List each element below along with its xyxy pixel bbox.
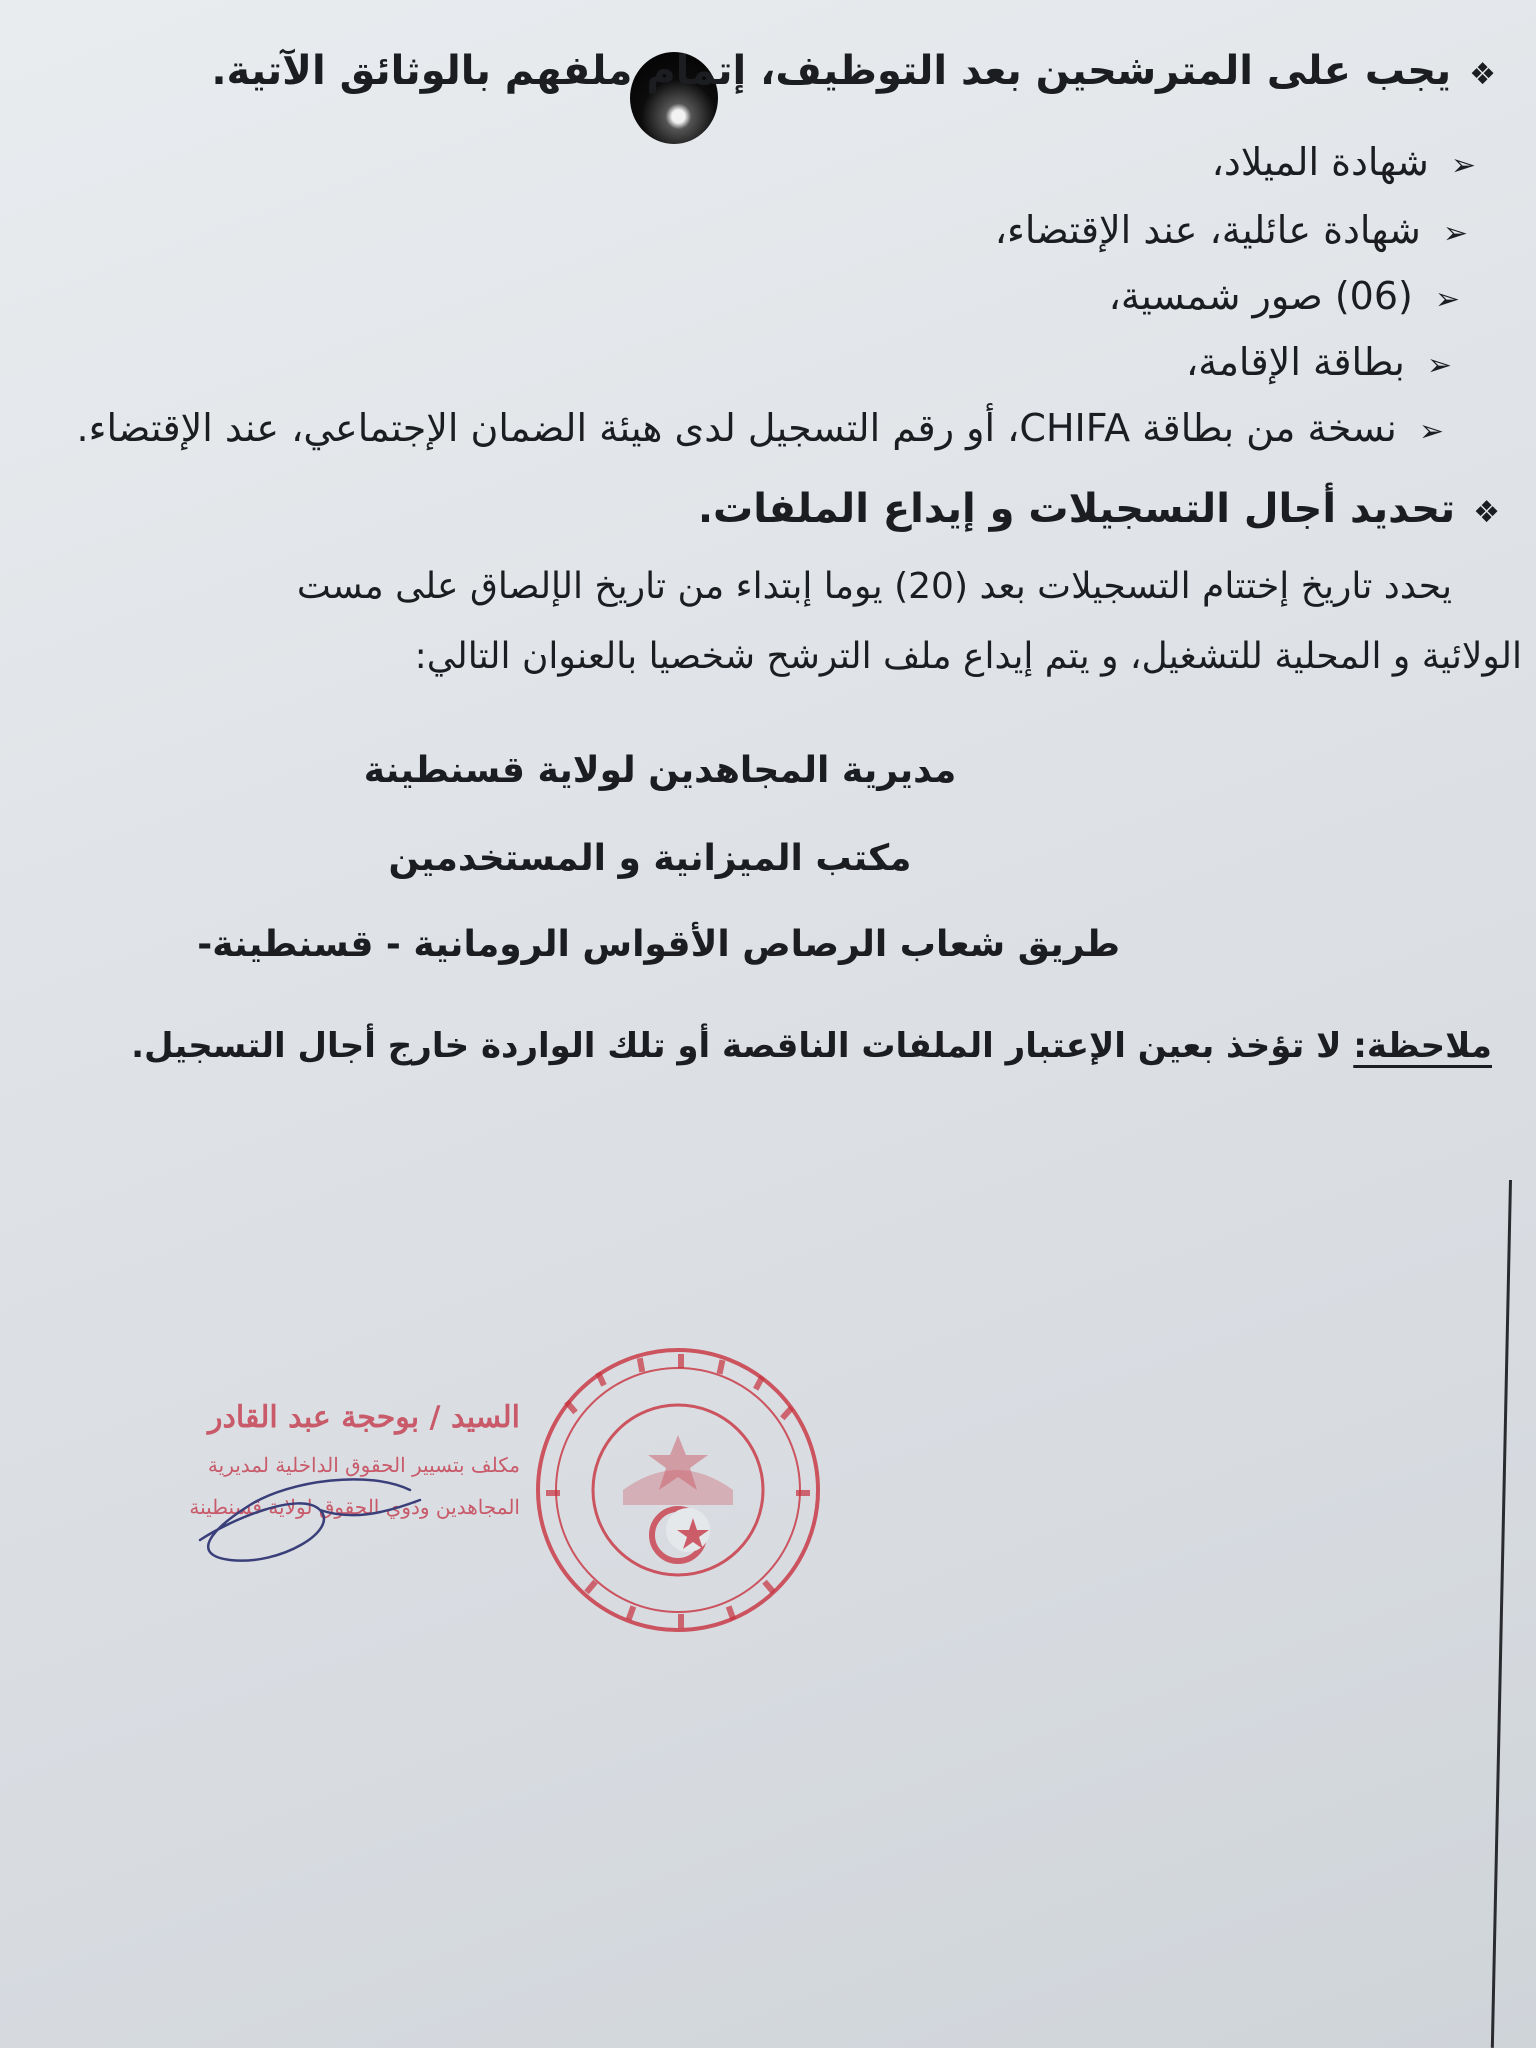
paragraph-line: يحدد تاريخ إختتام التسجيلات بعد (20) يوما إبتداء من تاريخ الإلصاق على مست: [296, 566, 1452, 607]
address-line: مكتب الميزانية و المستخدمين: [388, 838, 912, 879]
arrow-bullet-icon: ➢: [1426, 348, 1452, 383]
signatory-title: المجاهدين وذوي الحقوق لولاية قسنطينة: [189, 1495, 520, 1519]
list-item: ➢نسخة من بطاقة CHIFA، أو رقم التسجيل لدى هيئة الضمان الإجتماعي، عند الإقتضاء.: [76, 406, 1444, 450]
signatory-title: مكلف بتسيير الحقوق الداخلية لمديرية: [207, 1453, 520, 1477]
signatory-name: السيد / بوحجة عبد القادر: [208, 1400, 520, 1435]
heading-deadlines: ❖تحديد أجال التسجيلات و إيداع الملفات.: [697, 486, 1500, 532]
heading-required-documents: ❖يجب على المترشحين بعد التوظيف، إتمام ملفهم بالوثائق الآتية.: [211, 48, 1496, 94]
note: [131, 1026, 1492, 1066]
arrow-bullet-icon: ➢: [1434, 282, 1460, 317]
address-line: مديرية المجاهدين لولاية قسنطينة: [363, 750, 957, 791]
official-seal-icon: [528, 1340, 828, 1640]
list-item: ➢شهادة الميلاد،: [1211, 140, 1476, 184]
list-item: ➢بطاقة الإقامة،: [1185, 340, 1452, 384]
page-edge: [1491, 1180, 1512, 2048]
diamond-bullet-icon: ❖: [1469, 57, 1496, 92]
diamond-bullet-icon: ❖: [1473, 495, 1500, 530]
arrow-bullet-icon: ➢: [1442, 216, 1468, 251]
note-label: ملاحظة:: [1353, 1026, 1492, 1066]
handwritten-signature: [170, 1460, 430, 1570]
paragraph-line: الولائية و المحلية للتشغيل، و يتم إيداع ملف الترشح شخصيا بالعنوان التالي:: [414, 636, 1522, 677]
arrow-bullet-icon: ➢: [1418, 414, 1444, 449]
list-item: ➢شهادة عائلية، عند الإقتضاء،: [994, 208, 1468, 252]
arrow-bullet-icon: ➢: [1450, 148, 1476, 183]
address-line: طريق شعاب الرصاص الأقواس الرومانية - قسنطينة-: [197, 924, 1120, 965]
list-item: ➢(06) صور شمسية،: [1108, 274, 1460, 318]
note-text: لا تؤخذ بعين الإعتبار الملفات الناقصة أو تلك الواردة خارج أجال التسجيل.: [131, 1026, 1342, 1066]
